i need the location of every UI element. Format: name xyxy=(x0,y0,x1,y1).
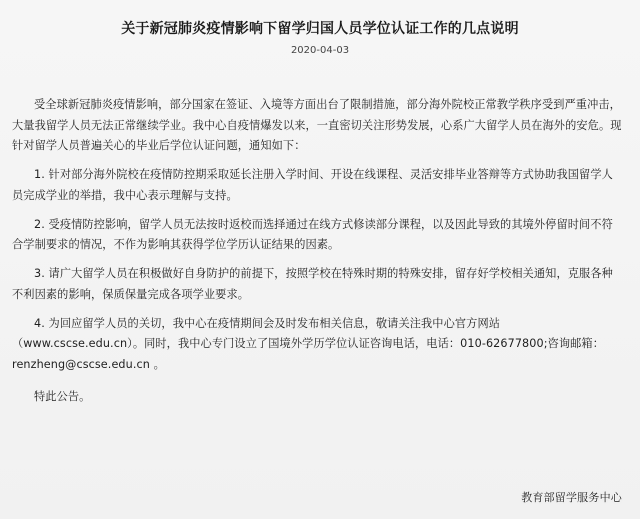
page-title: 关于新冠肺炎疫情影响下留学归国人员学位认证工作的几点说明 xyxy=(121,21,519,37)
intro-paragraph: 受全球新冠肺炎疫情影响，部分国家在签证、入境等方面出台了限制措施，部分海外院校正常教学秩序受到严重冲击，大量我留学人员无法正常继续学业。我中心自疫情爆发以来，一直密切关注形势发展，心系广大留学人员在海外的安危。现针对留学人员普遍关心的毕业后学位认证问题，通知如下： xyxy=(12,98,622,152)
notice-item-2: 2. 受疫情防控影响，留学人员无法按时返校而选择通过在线方式修读部分课程，以及因此导致的其境外停留时间不符合学制要求的情况，不作为影响其获得学位学历认证结果的因素。 xyxy=(12,217,613,251)
notice-item-1: 1. 针对部分海外院校在疫情防控期采取延长注册入学时间、开设在线课程、灵活安排毕业答辩等方式协助我国留学人员完成学业的举措，我中心表示理解与支持。 xyxy=(12,168,613,202)
notice-item-4: 4. 为回应留学人员的关切，我中心在疫情期间会及时发布相关信息，敬请关注我中心官方网站（www.cscse.edu.cn）。同时，我中心专门设立了国境外学历学位认证咨询电话，电话：010-62677800;咨询邮箱：renzheng@cscse.edu.cn 。 xyxy=(12,316,605,371)
notice-item-3: 3. 请广大留学人员在积极做好自身防护的前提下，按照学校在特殊时期的特殊安排，留存好学校相关通知，克服各种不利因素的影响，保质保量完成各项学业要求。 xyxy=(12,267,613,301)
watermark-label: 教育部留学服务中心 xyxy=(521,491,622,504)
document-body xyxy=(12,95,624,408)
closing-statement: 特此公告。 xyxy=(34,390,91,403)
publish-date: 2020-04-03 xyxy=(290,45,350,56)
